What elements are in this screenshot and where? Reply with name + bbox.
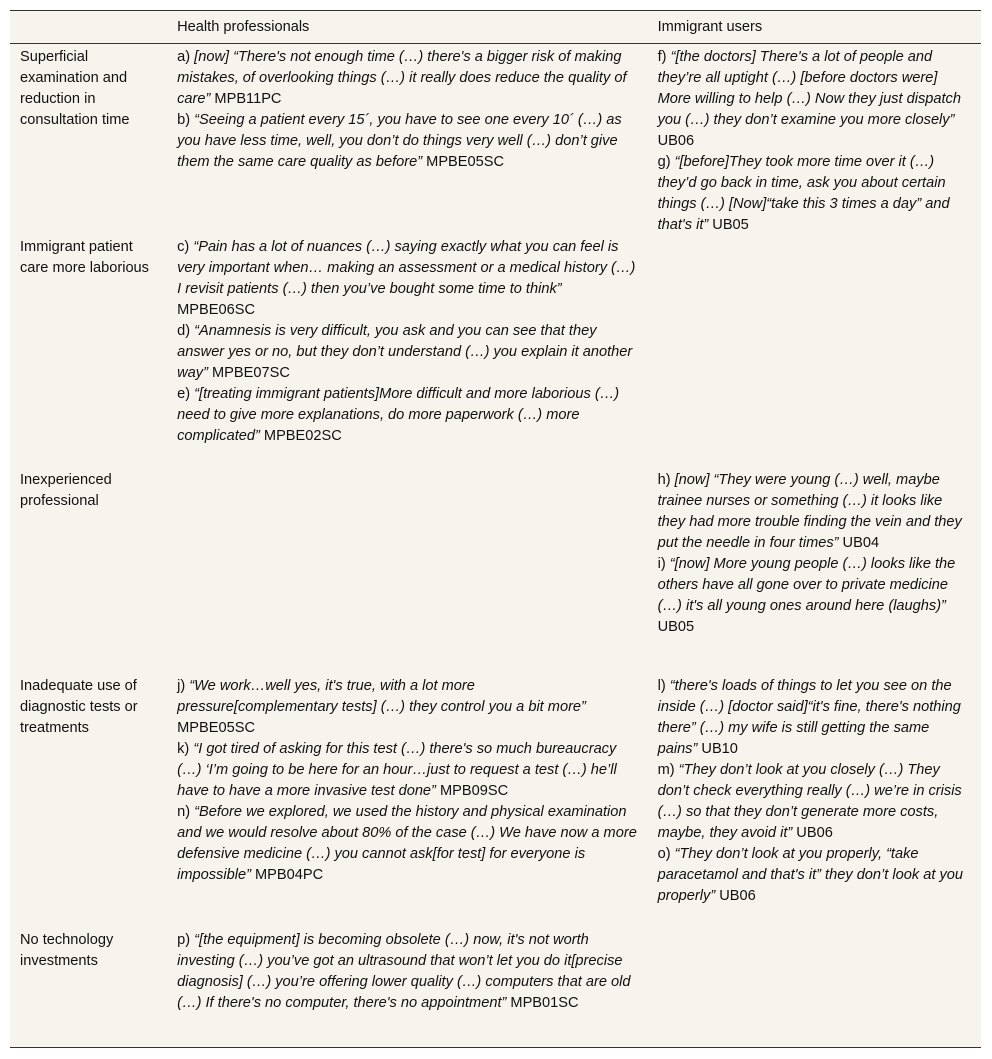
quote-item xyxy=(177,237,637,321)
quote-text: “They don’t look at you closely (…) They don’t check everything really (…) we’re in crisis (…) so that they don’t generate more costs, maybe, they avoid it” xyxy=(657,762,962,841)
quote-code: UB05 xyxy=(708,217,749,233)
quote-code: MPBE07SC xyxy=(207,365,290,381)
quote-letter: i) xyxy=(657,556,670,572)
quote-item xyxy=(177,47,637,110)
quote-code: MPB04PC xyxy=(250,867,324,883)
quote-item xyxy=(658,760,963,844)
quote-code: UB06 xyxy=(792,825,833,841)
quote-code: MPB11PC xyxy=(210,91,282,107)
quote-text: “I got tired of asking for this test (…) there's so much bureaucracy (…) ‘I’m going to be here for an hour…just to request a test (…) he’ll have to have a more invasive test done” xyxy=(177,741,617,799)
quote-text: [now] “They were young (…) well, maybe trainee nurses or something (…) it looks like they had more trouble finding the vein and they put the needle in four times” xyxy=(657,472,962,551)
table xyxy=(10,11,981,1033)
header-row xyxy=(10,11,981,44)
quote-letter: n) xyxy=(177,804,195,820)
quote-code: MPBE06SC xyxy=(177,302,255,318)
quote-item xyxy=(658,676,963,760)
quote-text: “We work…well yes, it's true, with a lot more pressure[complementary tests] (…) they control you a bit more” xyxy=(177,678,586,715)
quote-item xyxy=(658,470,963,554)
quote-text: “Before we explored, we used the history and physical examination and we would resolve about 80% of the case (…) We have now a more defensive medicine (…) you cannot ask[for test] for everyone is impossible” xyxy=(177,804,637,883)
quote-item xyxy=(177,802,637,886)
theme-cell: Superficial examination and reduction in consultation time xyxy=(20,49,130,128)
quote-letter: c) xyxy=(177,239,194,255)
health-professionals-cell xyxy=(165,44,645,238)
quote-text: “[before]They took more time over it (…) they’d go back in time, ask you about certain things (…) [Now]“take this 3 times a day” and that's it” xyxy=(657,154,950,233)
quote-letter: a) xyxy=(177,49,195,65)
header-immigrant-users: Immigrant users xyxy=(646,11,981,44)
quote-letter: p) xyxy=(177,932,195,948)
quote-letter: j) xyxy=(177,678,190,694)
quote-item xyxy=(177,321,637,384)
theme-cell: No technology investments xyxy=(20,932,114,969)
quote-item xyxy=(177,676,637,739)
quote-letter: d) xyxy=(177,323,195,339)
quote-code: MPBE05SC xyxy=(422,154,505,170)
quote-item xyxy=(177,110,637,173)
table-body xyxy=(10,44,981,1034)
table-row xyxy=(10,237,981,470)
immigrant-users-cell xyxy=(646,930,981,1033)
header-health-professionals: Health professionals xyxy=(165,11,645,44)
quotes-table xyxy=(10,10,981,1048)
header-theme xyxy=(10,11,165,44)
theme-cell: Immigrant patient care more laborious xyxy=(20,239,149,276)
quote-item xyxy=(658,47,963,152)
theme-cell: Inadequate use of diagnostic tests or treatments xyxy=(20,678,138,736)
quote-letter: m) xyxy=(657,762,679,778)
quote-item xyxy=(658,152,963,236)
health-professionals-cell xyxy=(165,676,645,930)
quote-letter: e) xyxy=(177,386,195,402)
quote-code: MPB09SC xyxy=(435,783,509,799)
quote-letter: b) xyxy=(177,112,195,128)
quote-letter: f) xyxy=(657,49,671,65)
immigrant-users-cell xyxy=(646,44,981,238)
quote-letter: l) xyxy=(657,678,670,694)
quote-code: UB04 xyxy=(838,535,880,551)
quote-code: MPB01SC xyxy=(506,995,579,1011)
quote-letter: o) xyxy=(657,846,675,862)
quote-item xyxy=(177,739,637,802)
table-row xyxy=(10,676,981,930)
quote-code: UB06 xyxy=(657,133,695,149)
quote-code: UB10 xyxy=(697,741,738,757)
theme-cell: Inexperienced professional xyxy=(20,472,112,509)
table-row xyxy=(10,44,981,238)
quote-text: “Seeing a patient every 15´, you have to see one every 10´ (…) as you have less time, well, you don’t do things very well (…) don’t give them the same care quality as before” xyxy=(177,112,622,170)
health-professionals-cell xyxy=(165,237,645,470)
quote-text: “[now] More young people (…) looks like the others have all gone over to private medicine (…) it's all young ones around here (laughs)” xyxy=(657,556,956,614)
health-professionals-cell xyxy=(165,470,645,676)
quote-text: “Pain has a lot of nuances (…) saying exactly what you can feel is very important when… making an assessment or a medical history (…) I revisit patients (…) then you’ve bought some time to think” xyxy=(177,239,636,297)
immigrant-users-cell xyxy=(646,470,981,676)
quote-code: MPBE02SC xyxy=(259,428,342,444)
quote-letter: h) xyxy=(657,472,675,488)
quote-code: MPBE05SC xyxy=(177,720,255,736)
quote-item xyxy=(658,554,963,638)
quote-text: “[the doctors] There's a lot of people and they’re all uptight (…) [before doctors were] More willing to help (…) Now they just dispatch you (…) they don’t examine you more closely” xyxy=(657,49,961,128)
table-row xyxy=(10,930,981,1033)
immigrant-users-cell xyxy=(646,237,981,470)
quote-text: [now] “There's not enough time (…) there's a bigger risk of making mistakes, of overlooking things (…) it really does reduce the quality of care” xyxy=(177,49,627,107)
quote-letter: g) xyxy=(657,154,675,170)
immigrant-users-cell xyxy=(646,676,981,930)
quote-text: “there's loads of things to let you see on the inside (…) [doctor said]“it's fine, there's nothing there” (…) my wife is still getting the same pains” xyxy=(657,678,961,757)
quote-item xyxy=(177,930,637,1014)
quote-code: UB05 xyxy=(657,619,695,635)
quote-text: “[the equipment] is becoming obsolete (…) now, it's not worth investing (…) you’ve got an ultrasound that won’t let you do it[precise diagnosis] (…) you’re offering lower quality (…) computers that are old (…) If there's no computer, there's no appointment” xyxy=(177,932,631,1011)
quote-letter: k) xyxy=(177,741,194,757)
quote-item xyxy=(658,844,963,907)
quote-item xyxy=(177,384,637,447)
quote-text: “They don’t look at you properly, “take paracetamol and that's it” they don’t look at you properly” xyxy=(657,846,963,904)
health-professionals-cell xyxy=(165,930,645,1033)
quote-text: “[treating immigrant patients]More difficult and more laborious (…) need to give more explanations, do more paperwork (…) more complicated” xyxy=(177,386,620,444)
table-row xyxy=(10,470,981,676)
quote-code: UB06 xyxy=(715,888,756,904)
quote-text: “Anamnesis is very difficult, you ask and you can see that they answer yes or no, but they don’t understand (…) you explain it another way” xyxy=(177,323,633,381)
